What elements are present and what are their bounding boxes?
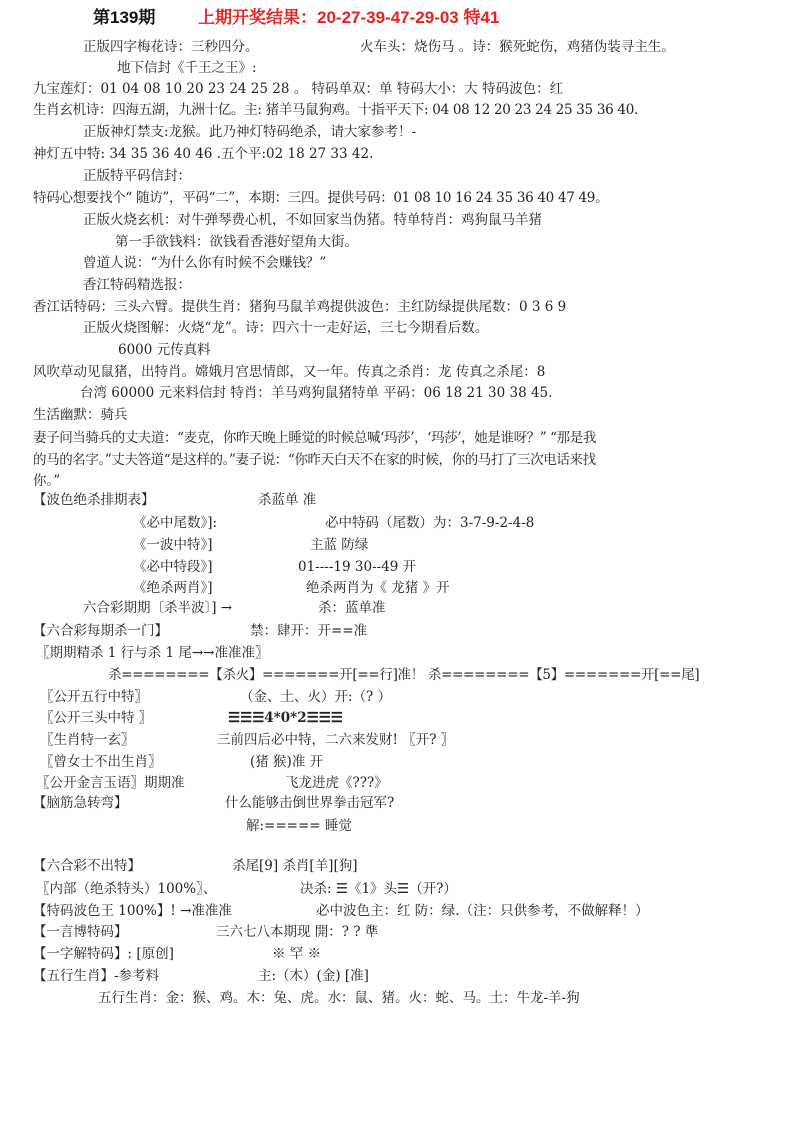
row-label: 〖公开三头中特 〗 (40, 710, 153, 726)
row-label: 《必中尾数》]: (133, 515, 218, 531)
row-label: 〖公开金言玉语〗期期准 (36, 775, 185, 791)
row-value: （金、土、火）开:（? ） (240, 689, 392, 705)
row-value: (猪 猴)准 开 (250, 754, 324, 770)
row-value: 01----19 30--49 开 (298, 559, 417, 575)
row-value: ☰☰☰4*0*2☰☰☰ (228, 710, 343, 726)
row-label: 【一字解特码】: [原创] (33, 946, 174, 962)
text-line: 神灯五中特: 34 35 36 40 46 .五个平:02 18 27 33 42. (33, 146, 374, 162)
row-value: ※ 罕 ※ (272, 946, 322, 962)
text-line: 生肖玄机诗：四海五湖，九洲十亿。主: 猪羊马鼠狗鸡。十指平天下: 04 08 12 20 23 24 25 35 36 40. (33, 102, 638, 118)
text-line: 特码心想要找个“ 随访”，平码“二”，本期：三四。提供号码：01 08 10 16 24 35 36 40 47 49。 (33, 190, 609, 206)
text-line: 台湾 60000 元来料信封 特肖：羊马鸡狗鼠猪特单 平码：06 18 21 30 38 45. (80, 385, 553, 401)
text-line: 地下信封《千王之王》: (117, 60, 257, 76)
text-line: 第一手欲钱料：欲钱看香港好望角大街。 (115, 234, 358, 250)
text-line: 正版火烧玄机：对牛弹琴费心机，不如回家当伪猪。特单特肖：鸡狗鼠马羊猪 (83, 212, 542, 228)
text-line: 正版神灯禁支:龙猴。此乃神灯特码绝杀，请大家参考！- (83, 124, 417, 140)
row-label: 【波色绝杀排期表】 (33, 492, 155, 508)
row-value: 三六七八本期现 開：? ? 準 (216, 924, 379, 940)
row-value: 主:（木）(金) [准] (258, 968, 369, 984)
text-line: 香江话特码：三头六臂。提供生肖：猪狗马鼠羊鸡提供波色：主红防绿提供尾数：0 3 6 9 (33, 299, 567, 315)
row-value: 必中特码（尾数）为：3-7-9-2-4-8 (325, 515, 535, 531)
row-value: 杀：蓝单准 (318, 600, 386, 616)
text-line: 6000 元传真料 (118, 342, 211, 358)
row-value: 主蓝 防绿 (310, 537, 369, 553)
row-label: 《必中特段》] (133, 559, 213, 575)
text-line: 正版四字梅花诗：三秒四分。 (83, 39, 259, 55)
row-value: 杀蓝单 准 (258, 492, 317, 508)
row-label: 六合彩期期〔杀半波〕] → (83, 600, 233, 616)
text-line: 的马的名字。”丈夫答道“是这样的。”妻子说：“你昨天白天不在家的时候，你的马打了三次电话来找 (33, 452, 596, 468)
row-value: 决杀: ☰《1》头☰（开?） (300, 881, 457, 897)
row-value: 飞龙进虎《???》 (285, 775, 388, 791)
text-line: 生活幽默：骑兵 (33, 407, 128, 423)
row-label: 〖内部（绝杀特头）100%〗、 (36, 881, 217, 897)
row-label: 【脑筋急转弯】 (33, 795, 128, 811)
row-label: 【特码波色王 100%】! →准准准 (33, 903, 232, 919)
last-draw-result: 上期开奖结果：20-27-39-47-29-03 特41 (198, 8, 500, 27)
row-value: 绝杀两肖为《 龙猪 》开 (306, 580, 450, 596)
row-label: 《一波中特》] (133, 537, 213, 553)
text-line: 风吹草动见鼠猪，出特肖。嫦娥月宫思情郎，又一年。传真之杀肖：龙 传真之杀尾：8 (33, 364, 546, 380)
text-line: 妻子问当骑兵的丈夫道：“麦克，你昨天晚上睡觉的时候总喊‘玛莎’，‘玛莎’，她是谁呀？” “那是我 (33, 430, 596, 446)
issue-number: 第139期 (93, 8, 156, 27)
row-value: 杀尾[9] 杀肖[羊][狗] (232, 858, 358, 874)
row-label: 【五行生肖】-参考料 (33, 968, 160, 984)
text-line: 曾道人说：“为什么你有时候不会赚钱？” (83, 255, 327, 271)
row-value: 杀========【杀火】=======开[==行]准！ 杀========【5】=======开[==尾] (108, 667, 700, 683)
row-value: 五行生肖：金：猴、鸡。木：兔、虎。水：鼠、猪。火：蛇、马。土：牛龙-羊-狗 (98, 990, 580, 1006)
row-label: 【六合彩每期杀一门】 (33, 623, 168, 639)
row-label: 〖公开五行中特〗 (40, 689, 148, 705)
row-value: 禁：肆开：开==准 (250, 623, 368, 639)
row-label: 〖生肖特一玄〗 (40, 732, 135, 748)
row-label: 《绝杀两肖》] (133, 580, 213, 596)
text-line: 你。” (33, 473, 61, 489)
row-value: 解:===== 睡觉 (246, 818, 352, 834)
row-label: 【一言博特码】 (33, 924, 128, 940)
text-line: 火车头：烧伤马 。诗：猴死蛇伤，鸡猪伪装寻主生。 (360, 39, 675, 55)
row-label: 【六合彩不出特】 (33, 858, 141, 874)
text-line: 香江特码精选报： (83, 277, 191, 293)
row-label: 〖期期精杀 1 行与杀 1 尾→→准准准〗 (36, 645, 269, 661)
text-line: 九宝莲灯：01 04 08 10 20 23 24 25 28 。 特码单双：单 特码大小：大 特码波色：红 (33, 81, 564, 97)
row-value: 三前四后必中特，二六来发财! 〖开? 〗 (217, 732, 455, 748)
text-line: 正版火烧图解：火烧“龙”。诗：四六十一走好运，三七今期看后数。 (83, 320, 489, 336)
text-line: 正版特平码信封： (83, 168, 191, 184)
row-label: 〖曾女士不出生肖〗 (40, 754, 162, 770)
row-value: 必中波色主：红 防：绿.（注：只供参考，不做解释！） (316, 903, 649, 919)
row-value: 什么能够击倒世界拳击冠军? (225, 795, 395, 811)
